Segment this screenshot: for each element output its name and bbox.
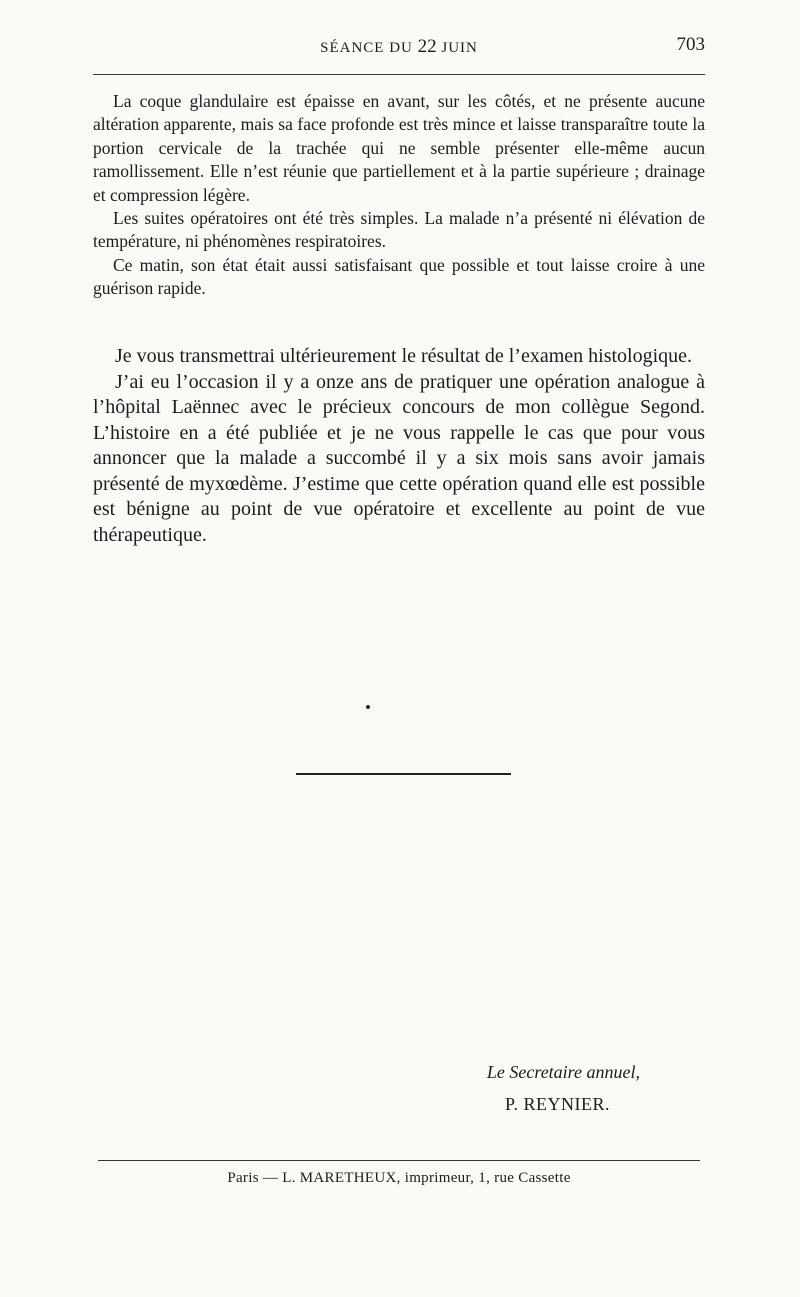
signature-title: Le Secretaire annuel, bbox=[486, 1062, 640, 1082]
printer-imprint: Paris — L. MARETHEUX, imprimeur, 1, rue Cassette bbox=[227, 1170, 571, 1186]
header-title bbox=[93, 36, 705, 58]
section-separator-rule bbox=[296, 773, 511, 775]
large-text-block bbox=[93, 344, 705, 548]
ink-dot bbox=[366, 705, 370, 709]
signature-name: P. REYNIER. bbox=[504, 1094, 610, 1114]
paragraph: La coque glandulaire est épaisse en avant, sur les côtés, et ne présente aucune altération apparente, mais sa face profonde est très mince et laisse transparaître toute la portion cervicale de la trachée qui ne semble présenter elle-même aucun ramollissement. Elle n’est réunie que partiellement et à la partie supérieure ; drainage et compression légère. bbox=[93, 91, 705, 205]
paragraph: Je vous transmettrai ultérieurement le résultat de l’examen histologique. bbox=[115, 345, 693, 367]
header-title-prefix: SÉANCE DU bbox=[320, 40, 413, 56]
header-title-month: JUIN bbox=[441, 40, 478, 56]
small-text-block bbox=[93, 90, 705, 301]
paragraph: J’ai eu l’occasion il y a onze ans de pratiquer une opération analogue à l’hôpital Laënnec avec le précieux concours de mon collègue Segond. L’histoire en a été publiée et je ne vous rappelle le cas que pour vous annoncer que la malade a succombé il y a six mois sans avoir jamais présenté de myxœdème. J’estime que cette opération quand elle est possible est bénigne au point de vue opératoire et excellente au point de vue thérapeutique. bbox=[93, 370, 705, 546]
page-number: 703 bbox=[676, 34, 705, 55]
paragraph: Ce matin, son état était aussi satisfaisant que possible et tout laisse croire à une guérison rapide. bbox=[93, 254, 705, 299]
paragraph: Les suites opératoires ont été très simples. La malade n’a présenté ni élévation de température, ni phénomènes respiratoires. bbox=[93, 208, 705, 252]
running-header bbox=[93, 34, 705, 58]
header-rule bbox=[93, 74, 705, 75]
header-title-day: 22 bbox=[417, 36, 437, 57]
footer-rule bbox=[98, 1160, 700, 1161]
